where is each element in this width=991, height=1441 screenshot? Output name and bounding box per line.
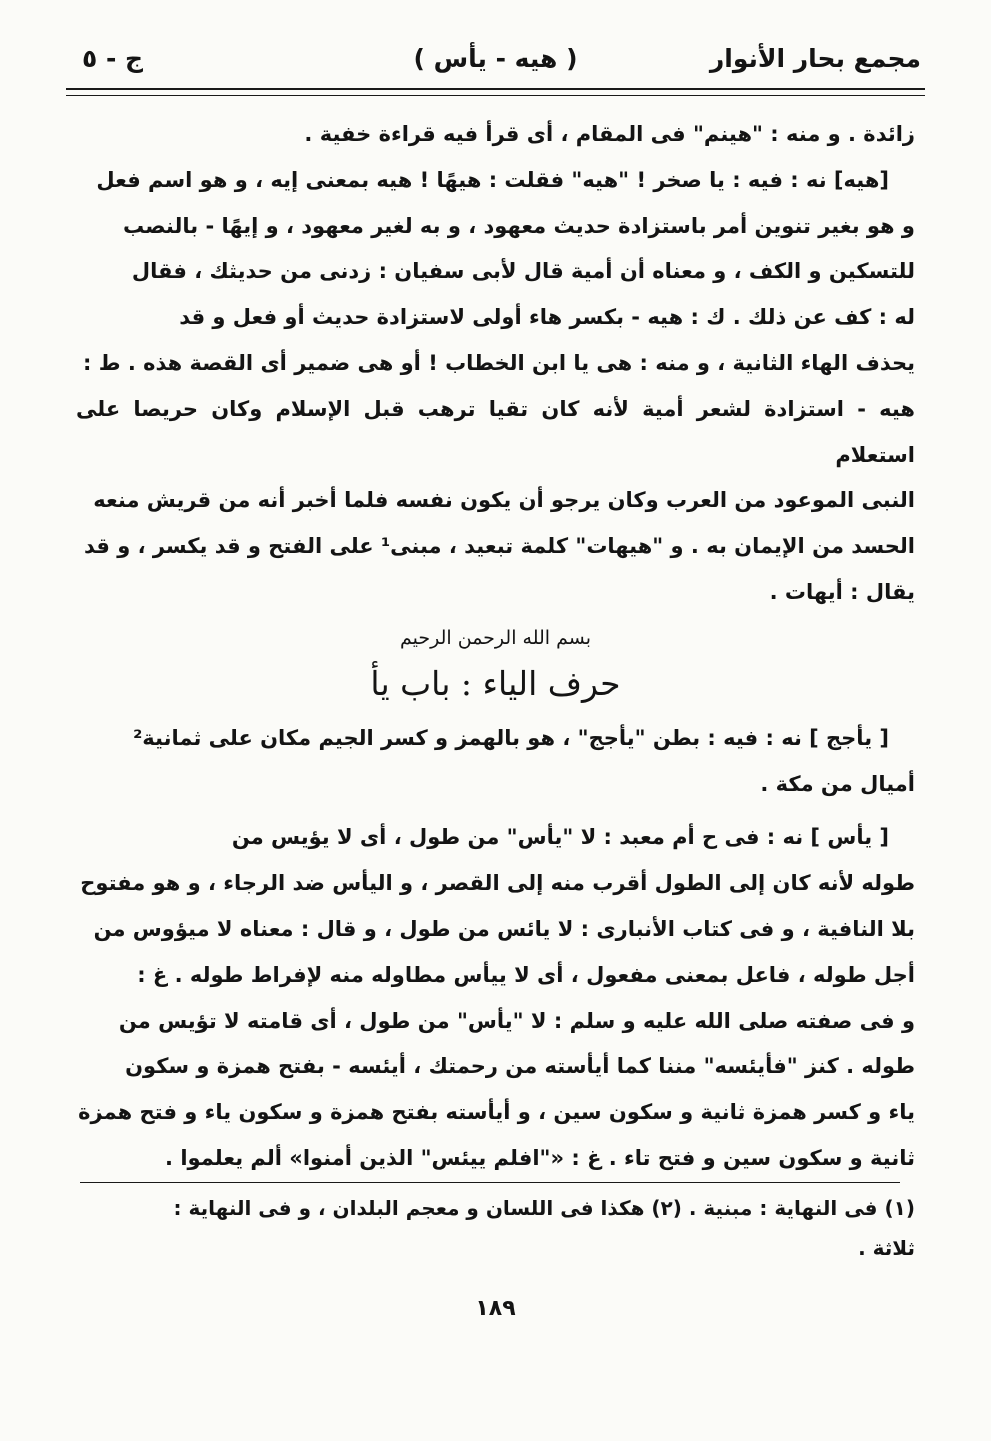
page-number: ١٨٩ xyxy=(475,1296,516,1321)
footnote-line: ثلاثة . xyxy=(858,1236,915,1260)
main-text xyxy=(76,112,915,1182)
book-title: مجمع بحار الأنوار xyxy=(709,44,921,73)
text-line: طوله لأنه كان إلى الطول أقرب منه إلى القصر ، و اليأس ضد الرجاء ، و هو مفتوح xyxy=(80,871,915,896)
footnote-line: (١) فى النهاية : مبنية . (٢) هكذا فى اللسان و معجم البلدان ، و فى النهاية : xyxy=(173,1196,915,1220)
text-line: النبى الموعود من العرب وكان يرجو أن يكون نفسه فلما أخبر أنه من قريش منعه xyxy=(93,488,915,513)
section-range: ( هيه - يأس ) xyxy=(413,44,578,73)
text-line: الحسد من الإيمان به . و "هيهات" كلمة تبعيد ، مبنى¹ على الفتح و قد يكسر ، و قد xyxy=(84,534,915,559)
volume-number: ج - ٥ xyxy=(82,44,144,73)
text-line: أجل طوله ، فاعل بمعنى مفعول ، أى لا ييأس مطاوله منه لإفراط طوله . غ : xyxy=(137,962,915,987)
text-line: للتسكين و الكف ، و معناه أن أمية قال لأبى سفيان : زدنى من حديثك ، فقال xyxy=(131,259,915,284)
text-line: زائدة . و منه : "هينم" فى المقام ، أى قرأ فيه قراءة خفية . xyxy=(304,122,915,146)
text-line: يقال : أيهات . xyxy=(769,579,915,604)
text-line: ثانية و سكون سين و فتح تاء . غ : «"افلم ييئس" الذين أمنوا» ألم يعلموا . xyxy=(165,1145,915,1170)
text-line: يحذف الهاء الثانية ، و منه : هى يا ابن الخطاب ! أو هى ضمير أى القصة هذه . ط : xyxy=(82,350,915,375)
running-header xyxy=(70,44,921,88)
text-line: ياء و كسر همزة ثانية و سكون سين ، و أيأسته بفتح همزة و سكون ياء و فتح همزة xyxy=(78,1100,915,1125)
footnote-divider xyxy=(80,1182,900,1183)
footnotes xyxy=(80,1188,915,1268)
entry-line-hayh: [هيه] نه : فيه : يا صخر ! "هيه" فقلت : هيهًا ! هيه بمعنى إيه ، و هو اسم فعل xyxy=(96,167,889,192)
chapter-heading: حرف الياء : باب يأ xyxy=(370,663,621,703)
entry-line-yaas: [ يأس ] نه : فى ح أم معبد : لا "يأس" من طول ، أى لا يؤيس من xyxy=(231,825,889,850)
text-line: له : كف عن ذلك . ك : هيه - بكسر هاء أولى لاستزادة حديث أو فعل و قد xyxy=(179,305,915,330)
entry-line-yajij: [ يأجج ] نه : فيه : بطن "يأجج" ، هو بالهمز و كسر الجيم مكان على ثمانية² xyxy=(133,725,889,750)
text-line: طوله . كنز "فأيئسه" مننا كما أيأسته من رحمتك ، أيئسه - بفتح همزة و سكون xyxy=(125,1054,915,1079)
basmala: بسم الله الرحمن الرحيم xyxy=(400,626,591,649)
text-line: أميال من مكة . xyxy=(760,771,915,796)
text-line: و هو بغير تنوين أمر باستزادة حديث معهود ، و به لغير معهود ، و إيهًا - بالنصب xyxy=(122,213,915,238)
header-divider xyxy=(66,88,925,96)
text-line: هيه - استزادة لشعر أمية لأنه كان تقيا ترهب قبل الإسلام وكان حريصا على استعلام xyxy=(76,396,915,467)
text-line: و فى صفته صلى الله عليه و سلم : لا "يأس" من طول ، أى قامته لا تؤيس من xyxy=(118,1008,915,1033)
text-line: بلا النافية ، و فى كتاب الأنبارى : لا يائس من طول ، و قال : معناه لا ميؤوس من xyxy=(93,916,915,941)
